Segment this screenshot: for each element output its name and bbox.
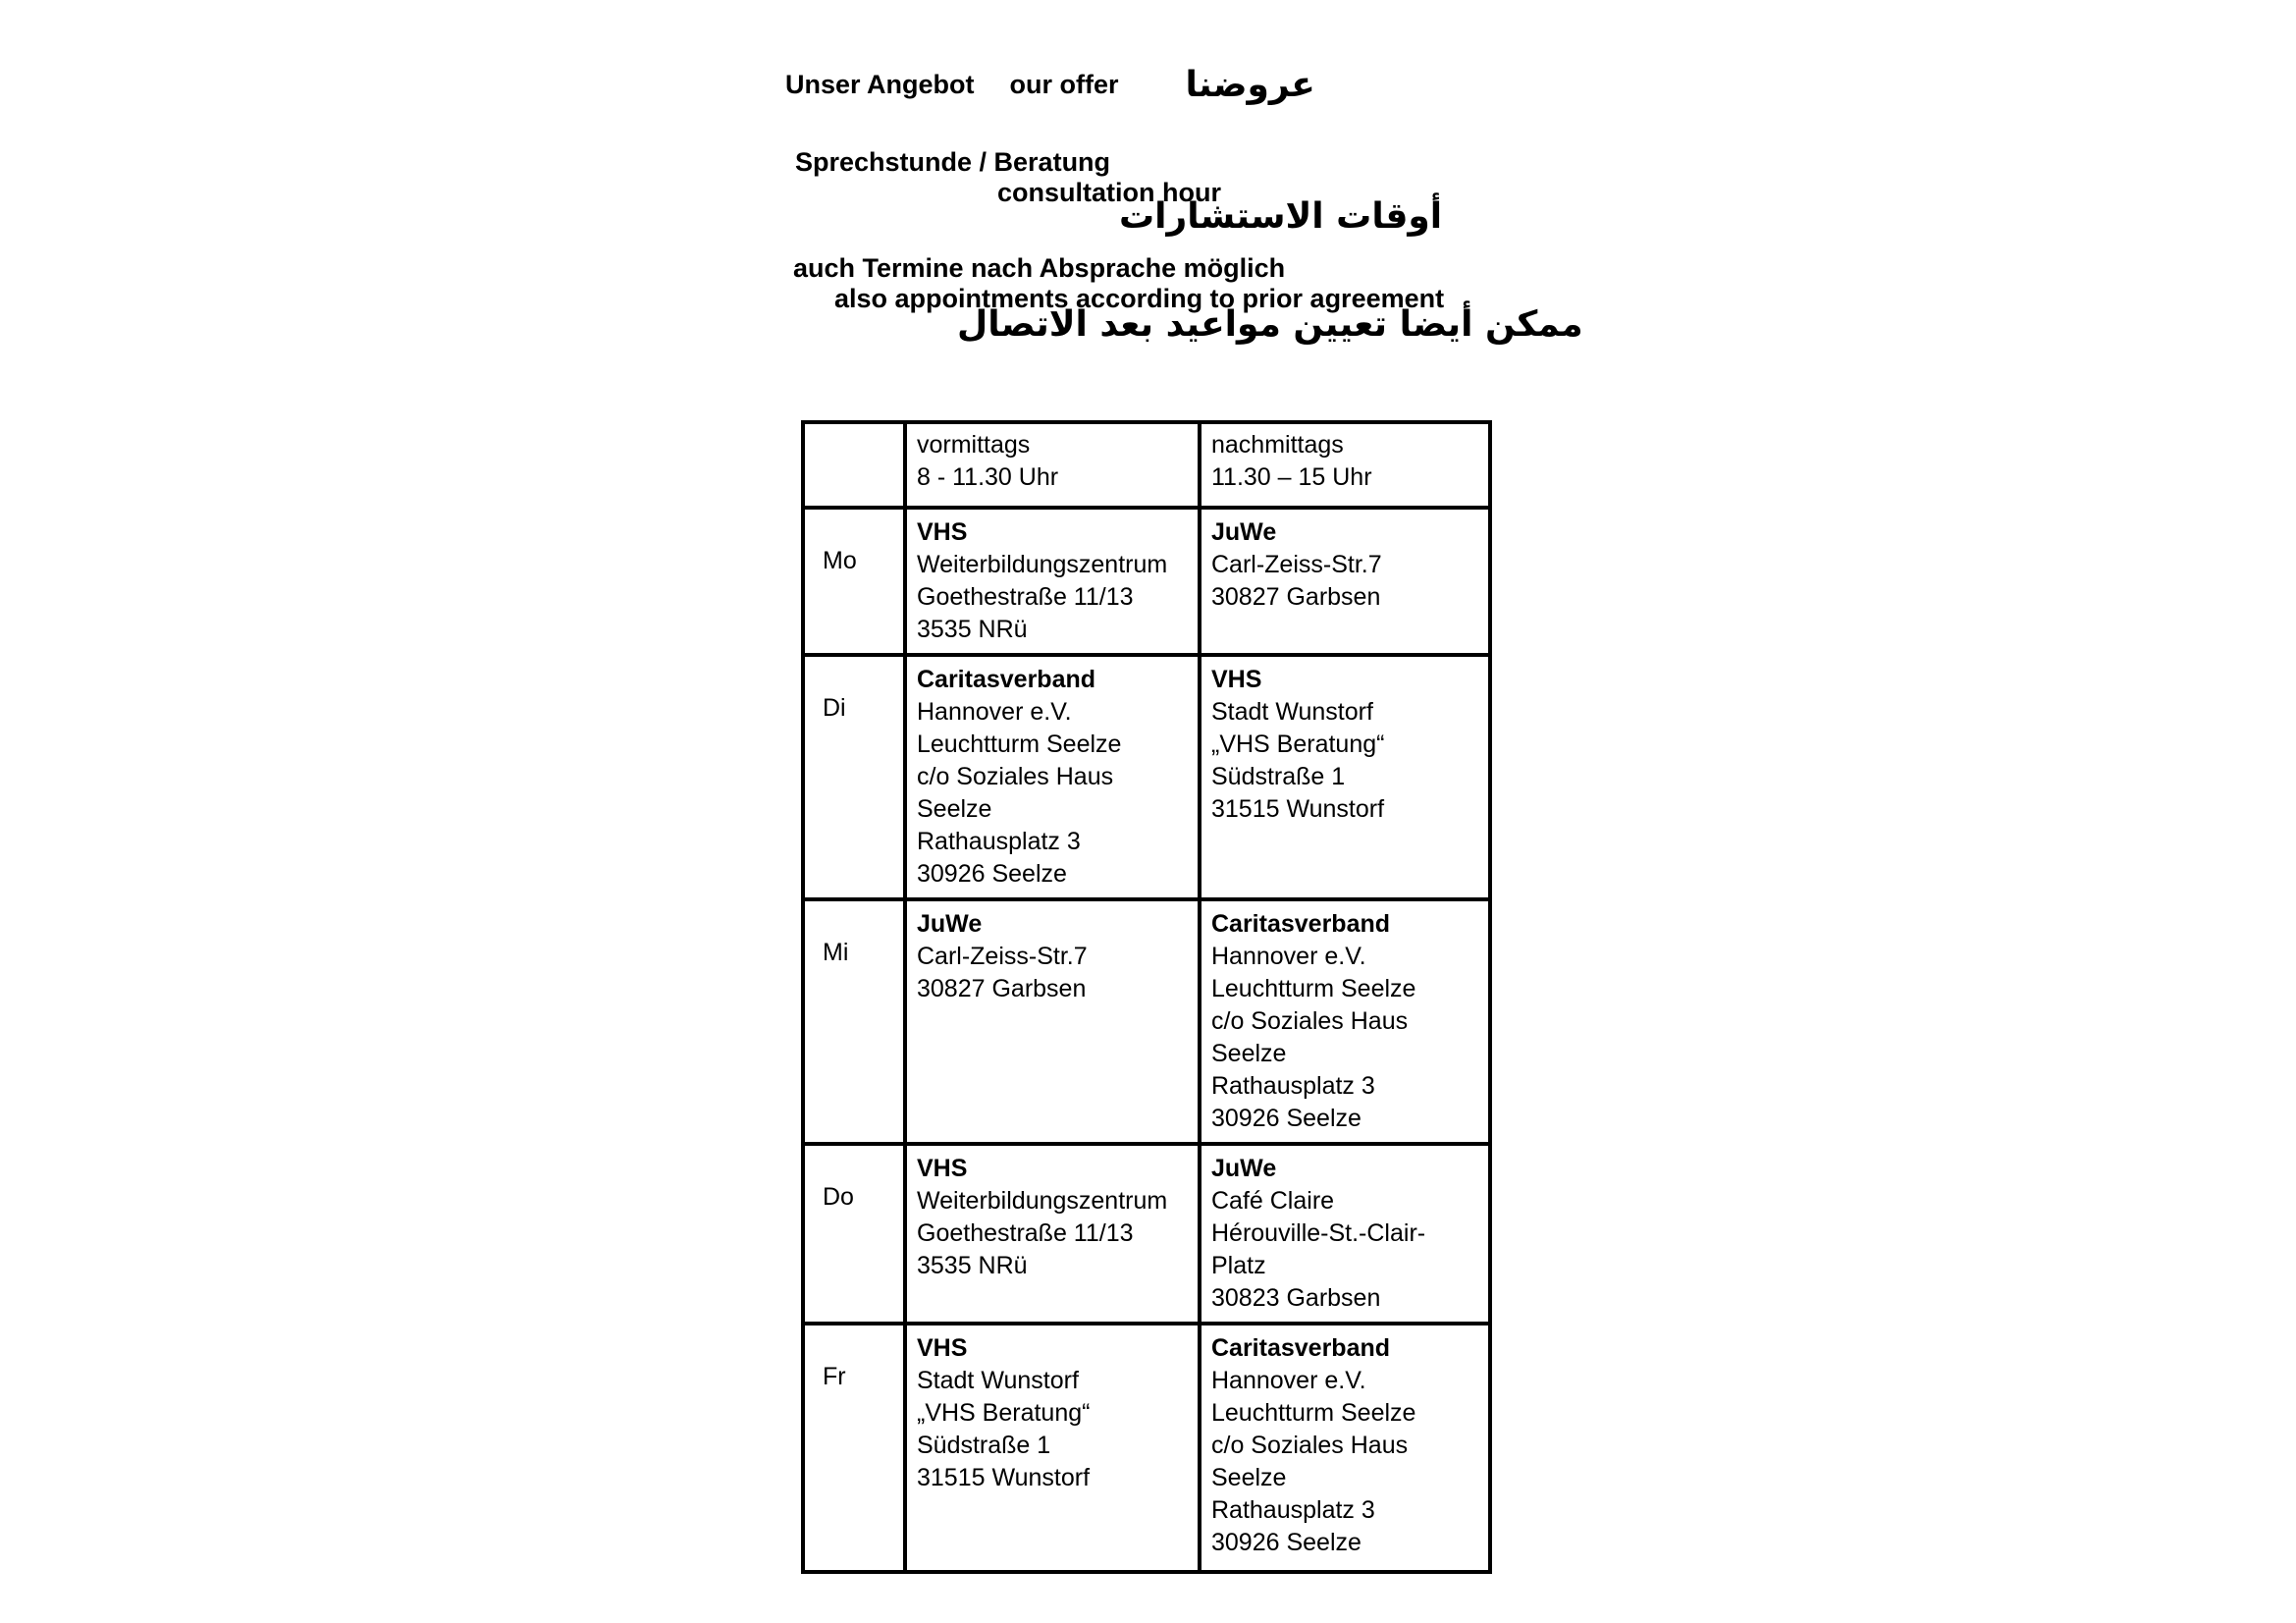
- venue-address: Stadt Wunstorf „VHS Beratung“ Südstraße 1 31515 Wunstorf: [1211, 698, 1385, 823]
- day-label-tuesday: Di: [803, 655, 905, 899]
- consultation-title-english: consultation hour: [997, 178, 1221, 207]
- venue-name: Caritasverband: [1211, 1334, 1391, 1362]
- venue-address: Hannover e.V. Leuchtturm Seelze c/o Soziales Haus Seelze Rathausplatz 3 30926 Seelze: [1211, 1367, 1416, 1556]
- corner-cell: [803, 422, 905, 508]
- venue-name: VHS: [917, 1155, 968, 1182]
- venue-address: Café Claire Hérouville-St.-Clair- Platz 30823 Garbsen: [1211, 1187, 1426, 1312]
- column-header-afternoon: nachmittags 11.30 – 15 Uhr: [1200, 422, 1490, 508]
- venue-monday-afternoon: [1200, 508, 1490, 655]
- venue-name: VHS: [1211, 666, 1262, 693]
- venue-name: Caritasverband: [917, 666, 1096, 693]
- venue-name: JuWe: [1211, 1155, 1277, 1182]
- consultation-schedule-table: [801, 420, 1492, 1574]
- venue-monday-morning: [905, 508, 1200, 655]
- day-label-wednesday: Mi: [803, 899, 905, 1144]
- venue-thursday-morning: [905, 1144, 1200, 1324]
- day-label-monday: Mo: [803, 508, 905, 655]
- day-label-thursday: Do: [803, 1144, 905, 1324]
- venue-address: Carl-Zeiss-Str.7 30827 Garbsen: [1211, 551, 1382, 611]
- venue-tuesday-afternoon: [1200, 655, 1490, 899]
- venue-address: Carl-Zeiss-Str.7 30827 Garbsen: [917, 943, 1088, 1002]
- appointment-note-english: also appointments according to prior agreement: [834, 284, 1445, 313]
- offer-title-english: our offer: [1009, 70, 1119, 99]
- venue-name: VHS: [917, 518, 968, 546]
- schedule-row-wednesday: [803, 899, 1490, 1144]
- venue-wednesday-afternoon: [1200, 899, 1490, 1144]
- venue-address: Weiterbildungszentrum Goethestraße 11/13 3535 NRü: [917, 551, 1168, 643]
- schedule-row-monday: [803, 508, 1490, 655]
- venue-address: Stadt Wunstorf „VHS Beratung“ Südstraße 1 31515 Wunstorf: [917, 1367, 1091, 1491]
- consultation-title-arabic: أوقات الاستشارات: [1119, 196, 1443, 237]
- schedule-row-tuesday: [803, 655, 1490, 899]
- venue-name: JuWe: [1211, 518, 1277, 546]
- venue-wednesday-morning: [905, 899, 1200, 1144]
- venue-name: JuWe: [917, 910, 983, 938]
- appointment-note-german: auch Termine nach Absprache möglich: [793, 253, 1286, 283]
- venue-friday-morning: [905, 1324, 1200, 1572]
- consultation-title-german: Sprechstunde / Beratung: [795, 147, 1111, 177]
- appointment-note-arabic: ممكن أيضا تعيين مواعيد بعد الاتصال: [957, 304, 1583, 345]
- column-header-morning: vormittags 8 - 11.30 Uhr: [905, 422, 1200, 508]
- venue-address: Weiterbildungszentrum Goethestraße 11/13 3535 NRü: [917, 1187, 1168, 1279]
- venue-address: Hannover e.V. Leuchtturm Seelze c/o Soziales Haus Seelze Rathausplatz 3 30926 Seelze: [917, 698, 1122, 888]
- offer-title-german: Unser Angebot: [785, 70, 975, 99]
- offer-title-line: [785, 65, 1315, 105]
- venue-name: Caritasverband: [1211, 910, 1391, 938]
- venue-thursday-afternoon: [1200, 1144, 1490, 1324]
- venue-tuesday-morning: [905, 655, 1200, 899]
- day-label-friday: Fr: [803, 1324, 905, 1572]
- venue-friday-afternoon: [1200, 1324, 1490, 1572]
- schedule-row-friday: [803, 1324, 1490, 1572]
- venue-name: VHS: [917, 1334, 968, 1362]
- schedule-row-thursday: [803, 1144, 1490, 1324]
- venue-address: Hannover e.V. Leuchtturm Seelze c/o Soziales Haus Seelze Rathausplatz 3 30926 Seelze: [1211, 943, 1416, 1132]
- schedule-header-row: [803, 422, 1490, 508]
- offer-title-arabic: عروضنا: [1185, 65, 1315, 105]
